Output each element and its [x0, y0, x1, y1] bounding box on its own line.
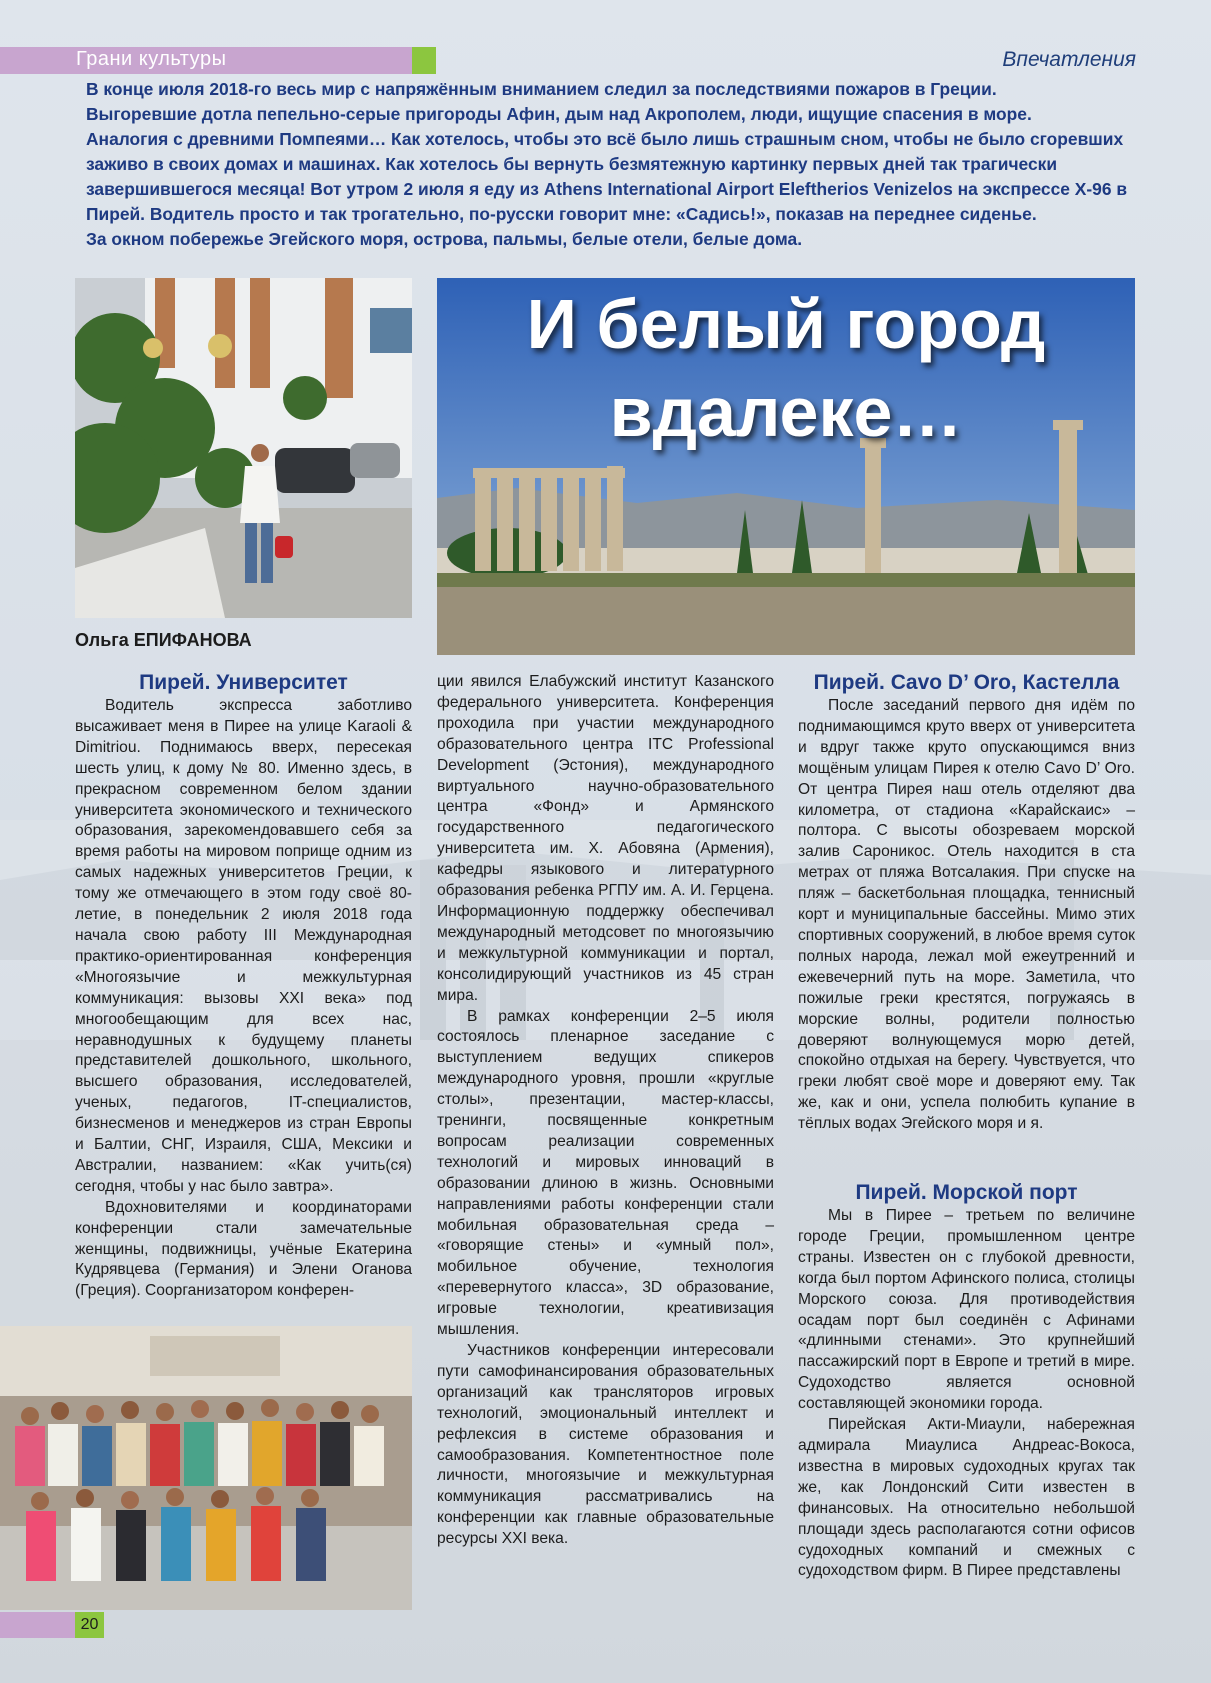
page-number: 20 [75, 1612, 104, 1638]
author-name: Ольга ЕПИФАНОВА [75, 630, 252, 650]
lead-line: Пирей. Водитель просто и так трогательно, по-русски говорит мне: «Садись!», показав на переднее сиденье. [86, 204, 1037, 224]
paragraph: Пирейская Акти-Миаули, набережная адмирала Миаулиса Андреас-Вокоса, известна в мировых судоходных кругах так же, как Лондонский Сити известен в финансовых. На относительно небольшой площади здесь располагаются сотни офисов судоходных компаний и смежных с судоходством фирм. В Пирее представлены [798, 1416, 1135, 1580]
column-3-lower [798, 1180, 1135, 1582]
column-1 [75, 670, 412, 1302]
lead-line: В конце июля 2018-го весь мир с напряжённым вниманием следил за последствиями пожаров в Греции. [86, 79, 997, 99]
article-title [437, 280, 1135, 456]
lead-line: Выгоревшие дотла пепельно-серые пригороды Афин, дым над Акрополем, люди, ищущие спасения в море. [86, 104, 1032, 124]
lead-paragraph [86, 77, 1136, 252]
section-bar-accent [412, 47, 436, 74]
paragraph: ции явился Елабужский институт Казанского федерального университета. Конференция проходила при участии международного образовательного центра ITC Professional Development (Эстония), международного виртуального научно-образовательного центра «Фонд» и Армянского государственного педагогического университета им. Х. Абовяна (Армения), кафедры языкового и литературного образования ребенка РГПУ им. А. И. Герцена. Информационную поддержку обеспечивал международный методсовет по многоязычию и межкультурной коммуникации и портал, консолидирующий участников из 45 стран мира. [437, 673, 774, 1004]
paragraph: Вдохновителями и координаторами конференции стали замечательные женщины, подвижницы, учёные Екатерина Кудрявцева (Германия) и Элени Оганова (Греция). Соорганизатором конферен- [75, 1198, 412, 1300]
section-heading: Пирей. Морской порт [855, 1181, 1078, 1204]
article-title-line: И белый город [526, 285, 1046, 363]
column-2 [437, 672, 774, 1550]
paragraph: В рамках конференции 2–5 июля состоялось пленарное заседание с выступлением ведущих спикеров международного уровня, прошли «круглые столы», презентации, мастер-классы, тренинги, посвященные конкретным вопросам реализации современных технологий и мировых инноваций в образовании длиною в жизнь. Основными направлениями работы конференции стали мобильная образовательная среда – «говорящие стены» и «умный пол», мобильное обучение, технология «перевернутого класса», 3D образование, игровые технологии, креативизация мышления. [437, 1007, 774, 1339]
section-label: Грани культуры [76, 48, 227, 70]
paragraph: Водитель экспресса заботливо высаживает меня в Пирее на улице Karaoli & Dimitriou. Поднимаюсь вверх, пересекая шесть улиц, к дому № 80. Именно здесь, в прекрасном современном белом здании университета экономического и технического образования, зарекомендовавшего себя за время работы на мировом поприще одним из самых надежных университетов Греции, к тому же отмечающего в этом году своё 80-летие, в понедельник 2 июля 2018 года начала свою работу III Международная практико-ориентированная конференция «Многоязычие и межкультурная коммуникация: вызовы XXI века» под многообещающим для всех нас, неравнодушных к будущему планеты представителей дошкольного, школьного, высшего образования, исследователей, ученых, педагогов, IT-специалистов, бизнесменов и менеджеров из стран Европы и Балтии, СНГ, Израиля, США, Мексики и Австралии, названием: «Как учить(ся) сегодня, чтобы у нас было завтра». [75, 697, 412, 1195]
paragraph: Участников конференции интересовали пути самофинансирования образовательных организаций как трансляторов игровых технологий, эмоциональный интеллект и рефлексия в системе образования и самообразования. Компетентностное поле личности, многоязычие и межкультурная коммуникация рассматривались на конференции как главные образовательные ресурсы XXI века. [437, 1342, 774, 1548]
section-heading: Пирей. Университет [139, 671, 348, 694]
author-photo [75, 278, 412, 618]
lead-line: завершившегося месяца! Вот утром 2 июля я еду из Athens International Airport Eleftherios Venizelos на экспрессе Х-96 в [86, 179, 1128, 199]
conference-group-photo [0, 1326, 412, 1610]
rubric-label: Впечатления [1002, 48, 1136, 71]
paragraph: После заседаний первого дня идём по поднимающимся круто вверх от университета и вдруг также круто опускающимся вниз мощёным улицам Пирея к отелю Cavo D’ Oro. От центра Пирея наш отель отделяют два километра, от стадиона «Карайскаис» – полтора. С высоты обозреваем морской залив Сароникос. Отель находится в ста метрах от пляжа Вотсалакия. При спуске на пляж – баскетбольная площадка, теннисный корт и муниципальные бассейны. Мимо этих спортивных сооружений, в любое время суток полных народа, лежал мой ежеутренний и ежевечерний путь на море. Заметила, что пожилые греки крестятся, погружаясь в морские волны, родители полностью доверяют волнующемуся морю детей, спокойно отдыхая на берегу. Чувствуется, что греки любят своё море и доверяют ему. Так же, как и они, успела полюбить купание в тёплых водах Эгейского моря и я. [798, 697, 1135, 1133]
article-title-line: вдалеке… [609, 373, 963, 451]
column-3 [798, 670, 1135, 1135]
lead-line: За окном побережье Эгейского моря, острова, пальмы, белые отели, белые дома. [86, 229, 803, 249]
lead-line: заживо в своих домах и машинах. Как хотелось бы вернуть безмятежную картинку первых дней так трагически [86, 154, 1058, 174]
paragraph: Мы в Пирее – третьем по величине городе Греции, промышленном центре страны. Известен он с глубокой древности, когда был портом Афинского полиса, столицы Морского союза. Для противодействия осадам порт был соединён с Афинами «длинными стенами». Это крупнейший пассажирский порт в Европе и третий в мире. Судоходство является основной составляющей экономики города. [798, 1207, 1135, 1413]
section-heading: Пирей. Cavo D’ Oro, Кастелла [813, 671, 1120, 694]
lead-line: Аналогия с древними Помпеями… Как хотелось, чтобы это всё было лишь страшным сном, чтобы не было сгоревших [86, 129, 1124, 149]
